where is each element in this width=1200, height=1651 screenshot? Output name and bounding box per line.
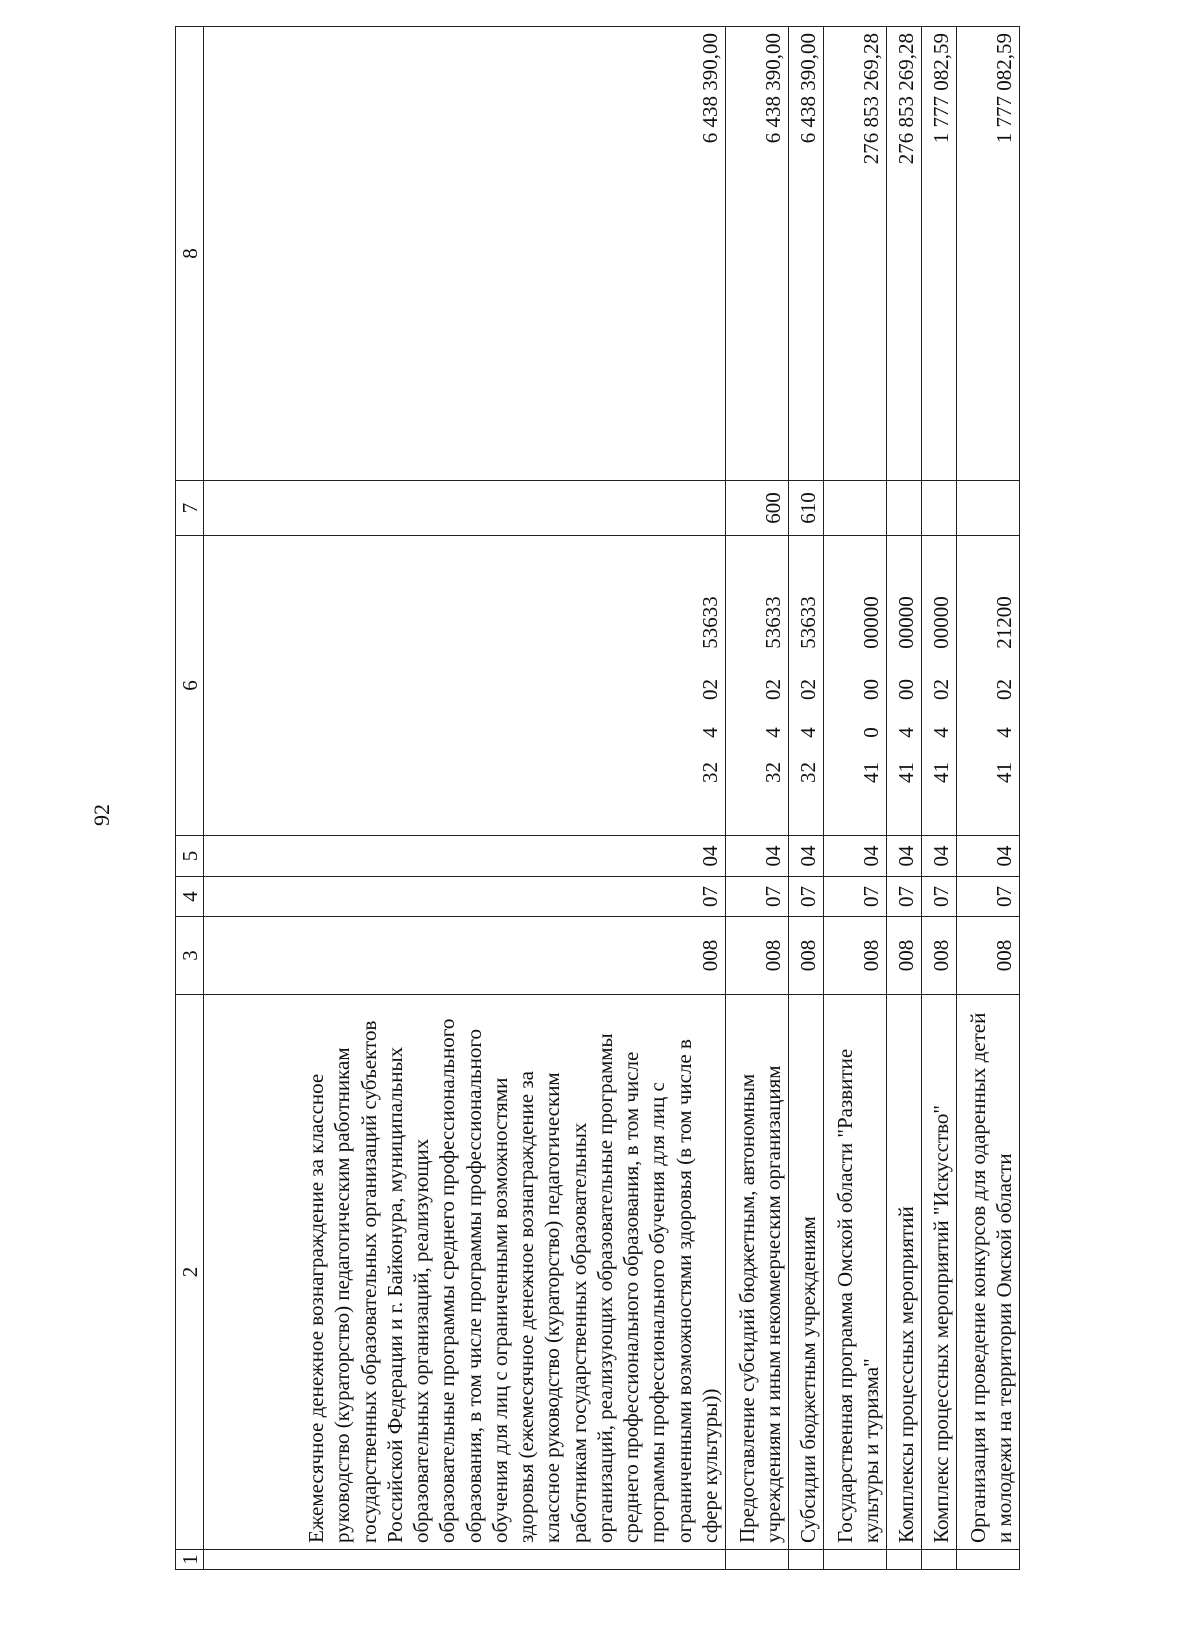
program-code: 41 — [893, 762, 918, 783]
expense-direction-code: 53633 — [760, 596, 785, 649]
target-article-cell — [824, 536, 887, 836]
ministry-code-cell: 008 — [789, 917, 824, 995]
subprogram-code: 02 — [991, 679, 1016, 700]
header-col-6: 6 — [176, 536, 204, 836]
item-name-cell: Государственная программа Омской области "Развитие культуры и туризма" — [824, 995, 887, 1550]
header-row — [176, 27, 204, 1570]
ministry-code-cell: 008 — [204, 917, 726, 995]
target-article-cell — [789, 536, 824, 836]
expense-direction-code: 21200 — [991, 596, 1016, 649]
expense-type-cell — [204, 481, 726, 536]
table-row — [957, 27, 1020, 1570]
amount-cell: 276 853 269,28 — [887, 27, 922, 481]
target-article-cell — [726, 536, 789, 836]
expense-direction-code: 00000 — [928, 596, 953, 649]
ministry-code-cell: 008 — [824, 917, 887, 995]
item-name-cell: Комплекс процессных мероприятий "Искусство" — [922, 995, 957, 1550]
expense-type-cell — [957, 481, 1020, 536]
program-code: 41 — [858, 762, 883, 783]
subprogram-code: 00 — [893, 679, 918, 700]
row-number-cell — [957, 1550, 1020, 1570]
subprogram-type-code: 4 — [697, 727, 722, 738]
table-row — [726, 27, 789, 1570]
subprogram-type-code: 4 — [928, 727, 953, 738]
expense-direction-code: 53633 — [697, 596, 722, 649]
program-code: 32 — [760, 762, 785, 783]
target-article-cell — [887, 536, 922, 836]
amount-cell: 6 438 390,00 — [789, 27, 824, 481]
ministry-code-cell: 008 — [887, 917, 922, 995]
subsection-code-cell: 04 — [824, 836, 887, 877]
item-name-cell: Субсидии бюджетным учреждениям — [789, 995, 824, 1550]
amount-cell: 6 438 390,00 — [204, 27, 726, 481]
row-number-cell — [204, 1550, 726, 1570]
item-name-cell: Ежемесячное денежное вознаграждение за классное руководство (кураторство) педагогическим работникам государственных образовательных организаций субъектов Российской Федерации и г. Байконура, муниципальных образовательных организаций, реализующих образовательные программы среднего профессионального образования, в том числе программы профессионального обучения для лиц с ограниченными возможностями здоровья (ежемесячное денежное вознаграждение за классное руководство (кураторство) педагогическим работникам государственных образовательных организаций, реализующих образовательные программы среднего профессионального образования, в том числе программы профессионального обучения для лиц с ограниченными возможностями здоровья (в том числе в сфере культуры)) — [204, 995, 726, 1550]
amount-cell: 1 777 082,59 — [957, 27, 1020, 481]
ministry-code-cell: 008 — [922, 917, 957, 995]
section-code-cell: 07 — [824, 877, 887, 917]
expense-direction-code: 00000 — [858, 596, 883, 649]
ministry-code-cell: 008 — [726, 917, 789, 995]
rotated-table-container — [175, 27, 1075, 1570]
row-number-cell — [726, 1550, 789, 1570]
amount-cell: 1 777 082,59 — [922, 27, 957, 481]
program-code: 32 — [697, 762, 722, 783]
subprogram-type-code: 4 — [991, 727, 1016, 738]
expense-type-cell — [824, 481, 887, 536]
subprogram-code: 02 — [928, 679, 953, 700]
page-number: 92 — [89, 804, 114, 826]
subprogram-code: 02 — [697, 679, 722, 700]
target-article-cell — [204, 536, 726, 836]
subsection-code-cell: 04 — [204, 836, 726, 877]
subprogram-code: 02 — [795, 679, 820, 700]
header-col-1: 1 — [176, 1550, 204, 1570]
table-row — [204, 27, 726, 1570]
expense-type-cell — [922, 481, 957, 536]
header-col-4: 4 — [176, 877, 204, 917]
ministry-code-cell: 008 — [957, 917, 1020, 995]
header-col-2: 2 — [176, 995, 204, 1550]
row-number-cell — [922, 1550, 957, 1570]
program-code: 32 — [795, 762, 820, 783]
section-code-cell: 07 — [887, 877, 922, 917]
subprogram-type-code: 4 — [893, 727, 918, 738]
amount-cell: 276 853 269,28 — [824, 27, 887, 481]
expense-type-cell: 600 — [726, 481, 789, 536]
subprogram-type-code: 0 — [858, 727, 883, 738]
budget-table — [175, 26, 1020, 1570]
header-col-3: 3 — [176, 917, 204, 995]
subsection-code-cell: 04 — [957, 836, 1020, 877]
item-name-cell: Организация и проведение конкурсов для одаренных детей и молодежи на территории Омской области — [957, 995, 1020, 1550]
header-col-5: 5 — [176, 836, 204, 877]
program-code: 41 — [928, 762, 953, 783]
row-number-cell — [824, 1550, 887, 1570]
item-name-cell: Комплексы процессных мероприятий — [887, 995, 922, 1550]
section-code-cell: 07 — [922, 877, 957, 917]
target-article-cell — [922, 536, 957, 836]
item-name-cell: Предоставление субсидий бюджетным, автономным учреждениям и иным некоммерческим организациям — [726, 995, 789, 1550]
row-number-cell — [789, 1550, 824, 1570]
expense-direction-code: 53633 — [795, 596, 820, 649]
subprogram-code: 02 — [760, 679, 785, 700]
section-code-cell: 07 — [789, 877, 824, 917]
subprogram-type-code: 4 — [795, 727, 820, 738]
row-number-cell — [887, 1550, 922, 1570]
header-col-7: 7 — [176, 481, 204, 536]
header-col-8: 8 — [176, 27, 204, 481]
subsection-code-cell: 04 — [887, 836, 922, 877]
amount-cell: 6 438 390,00 — [726, 27, 789, 481]
expense-direction-code: 00000 — [893, 596, 918, 649]
program-code: 41 — [991, 762, 1016, 783]
expense-type-cell — [887, 481, 922, 536]
target-article-cell — [957, 536, 1020, 836]
subsection-code-cell: 04 — [789, 836, 824, 877]
table-row — [922, 27, 957, 1570]
subsection-code-cell: 04 — [726, 836, 789, 877]
section-code-cell: 07 — [957, 877, 1020, 917]
subprogram-type-code: 4 — [760, 727, 785, 738]
section-code-cell: 07 — [726, 877, 789, 917]
table-row — [887, 27, 922, 1570]
section-code-cell: 07 — [204, 877, 726, 917]
table-row — [824, 27, 887, 1570]
table-row — [789, 27, 824, 1570]
subprogram-code: 00 — [858, 679, 883, 700]
expense-type-cell: 610 — [789, 481, 824, 536]
subsection-code-cell: 04 — [922, 836, 957, 877]
